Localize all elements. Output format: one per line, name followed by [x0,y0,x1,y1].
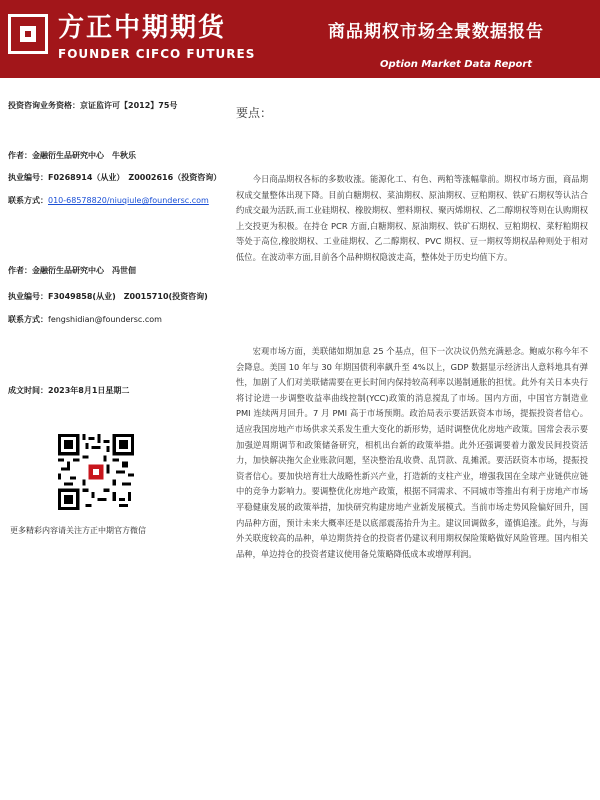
author1-contact [8,196,209,206]
author1-name: 作者：金融衍生品研究中心 牛秋乐 [8,151,136,160]
founder-logo-icon [8,14,48,54]
author2-name: 作者：金融衍生品研究中心 冯世佃 [8,266,136,275]
wechat-qr-code-icon [58,434,134,510]
publish-date: 成文时间：2023年8月1日星期二 [8,386,130,395]
company-name-en: FOUNDER CIFCO FUTURES [58,47,256,61]
author2-contact-label: 联系方式： [8,315,48,324]
paragraph-options-market: 今日商品期权各标的多数收涨。能源化工、有色、两粕等涨幅靠前。期权市场方面，商品期权成交量整体出现下降。目前白糖期权、菜油期权、原油期权、豆粕期权、铁矿石期权等认沽合约成交最为活跃,而工业硅期权、橡胶期权、塑料期权、聚丙烯期权、乙二醇期权等则在认购期权上交投更为积极。在持仓 PCR 方面,白糖期权、原油期权、铁矿石期权、豆粕期权、菜籽粕期权等处于高位,橡胶期权、工业硅期权、乙二醇期权、PVC 期权、豆一期权等期权品种则处于相对低位。在波动率方面,目前各个品种期权隐波走高，整体处于历史均值下方。 [236,174,588,262]
author1-license: 执业编号：F0268914（从业） Z0002616（投资咨询） [8,173,222,182]
paragraph-macro-market: 宏观市场方面，美联储如期加息 25 个基点，但下一次决议仍然充满悬念。鲍威尔称今年不会降息。美国 10 年与 30 年期国债利率飙升至 4%以上，GDP 数据显示经济出人意料地具有弹性，加剧了人们对美联储需要在更长时间内保持较高利率以遏制通胀的担忧。此外有关日本央行将讨论进一步调整收益率曲线控制(YCC)政策的消息搅乱了市场。国内方面，中国官方制造业 PMI 连续两月回升。7 月 PMI 高于市场预期。政治局表示要活跃资本市场，提振投资者信心。适应我国房地产市场供求关系发生重大变化的新形势，适时调整优化房地产政策。国常会表示要加强逆周期调节和政策储备研究，相机出台新的政策举措。此外还强调要着力激发民间投资活力，加快解决拖欠企业账款问题，坚决整治乱收费、乱罚款、乱摊派。要活跃资本市场，提振投资者信心。要加快培育壮大战略性新兴产业，打造新的支柱产业，增强我国在全球产业链供应链中的竞争力影响力。要调整优化房地产政策，根据不同需求、不同城市等推出有利于房地产市场平稳健康发展的政策举措，加快研究构建房地产业新发展模式。当前市场走势风险偏好回升，国内品种方面，预计未来大概率还是以底部震荡抬升为主。建议回调做多，谨慎追涨。此外，与海外关联度较高的品种，单边期货持仓的投资者仍建议利用期权保险策略做好风险管理。国内相关品种，单边持仓的投资者建议使用备兑策略降低成本或增厚利润。 [236,346,588,559]
author1-contact-label: 联系方式： [8,196,48,205]
key-points-heading: 要点： [236,106,273,120]
report-subtitle: Option Market Data Report [380,59,533,70]
author2-email: fengshidian@foundersc.com [48,315,162,324]
author2-license: 执业编号：F3049858(从业) Z0015710(投资咨询) [8,292,208,301]
report-header [0,0,600,78]
qr-caption: 更多精彩内容请关注方正中期官方微信 [10,526,146,535]
author1-email-link[interactable]: 010-68578820/niuqiule@foundersc.com [48,196,209,205]
report-title: 商品期权市场全景数据报告 [328,22,544,42]
author2-contact [8,315,162,325]
company-name-cn: 方正中期期货 [58,13,227,43]
license-line: 投资咨询业务资格：京证监许可【2012】75号 [8,101,178,110]
